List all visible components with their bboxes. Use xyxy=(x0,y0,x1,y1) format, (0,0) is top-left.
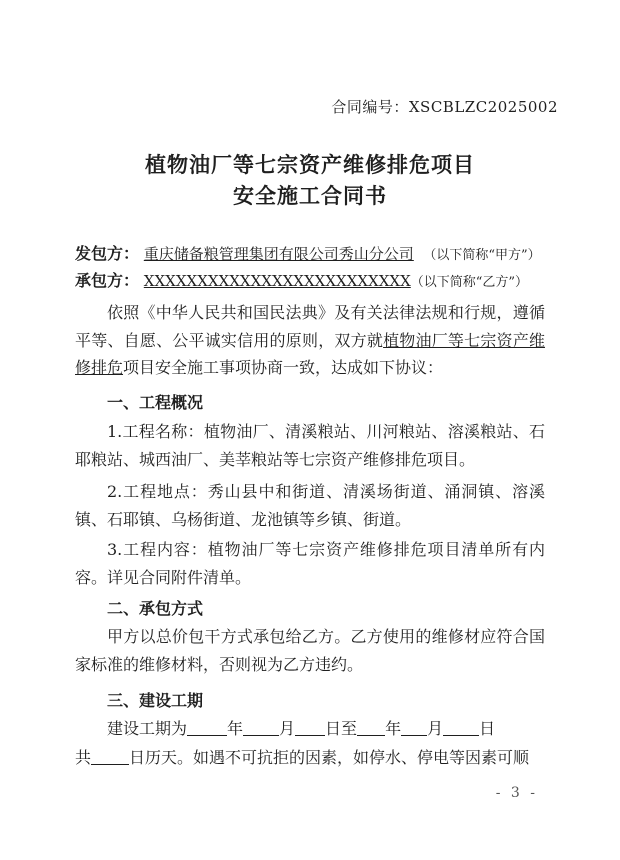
section1-item1: 1.工程名称：植物油厂、清溪粮站、川河粮站、溶溪粮站、石耶粮站、城西油厂、美莘粮站等七宗资产维修排危项目。 xyxy=(75,422,545,469)
start-day-blank[interactable] xyxy=(295,718,325,736)
party-a-name: 重庆储备粮管理集团有限公司秀山分公司 xyxy=(143,245,414,263)
intro-project-name: 植物油厂等七宗资产维修排危 xyxy=(75,330,545,377)
party-a-line xyxy=(75,241,541,264)
total-days-blank[interactable] xyxy=(91,747,129,765)
section3-days-line xyxy=(75,745,529,768)
intro-text-before: 依照《中华人民共和国民法典》及有关法律法规和行规，遵循平等、自愿、公平诚实信用的原则，双方就 xyxy=(75,303,545,350)
section1-item2: 2.工程地点：秀山县中和街道、清溪场街道、涌洞镇、溶溪镇、石耶镇、乌杨街道、龙池镇等乡镇、街道。 xyxy=(75,482,545,529)
end-day-blank[interactable] xyxy=(443,718,479,736)
total-prefix: 共 xyxy=(75,748,92,767)
section1-heading: 一、工程概况 xyxy=(107,393,204,412)
period-prefix: 建设工期为 xyxy=(107,719,188,738)
section3-period-line xyxy=(107,716,495,739)
end-month-blank[interactable] xyxy=(401,718,427,736)
section2-heading: 二、承包方式 xyxy=(107,599,204,618)
contract-number: 合同编号：XSCBLZC2025002 xyxy=(331,98,558,116)
party-b-label: 承包方： xyxy=(75,271,140,290)
party-b-name: XXXXXXXXXXXXXXXXXXXXXXXXX xyxy=(143,272,411,290)
section3-heading: 三、建设工期 xyxy=(107,691,204,710)
total-days-text: 日历天。如遇不可抗拒的因素，如停水、停电等因素可顺 xyxy=(129,748,530,767)
party-b-note: （以下简称“乙方”） xyxy=(410,275,529,290)
end-year-label: 年 xyxy=(385,719,402,738)
intro-paragraph xyxy=(75,299,545,382)
day-to-label: 日至 xyxy=(325,719,358,738)
party-a-note: （以下简称“甲方”） xyxy=(423,248,541,263)
start-year-blank[interactable] xyxy=(187,718,227,736)
start-month-blank[interactable] xyxy=(243,718,279,736)
intro-text-after: 项目安全施工事项协商一致，达成如下协议： xyxy=(123,358,444,377)
end-year-blank[interactable] xyxy=(357,718,385,736)
party-a-label: 发包方： xyxy=(75,244,140,263)
year-label: 年 xyxy=(227,719,244,738)
end-day-label: 日 xyxy=(479,719,496,738)
document-title-line2: 安全施工合同书 xyxy=(233,183,387,208)
section1-item3: 3.工程内容：植物油厂等七宗资产维修排危项目清单所有内容。详见合同附件清单。 xyxy=(75,540,545,587)
document-title-line1: 植物油厂等七宗资产维修排危项目 xyxy=(145,152,475,177)
end-month-label: 月 xyxy=(427,719,444,738)
section2-text: 甲方以总价包干方式承包给乙方。乙方使用的维修材应符合国家标准的维修材料，否则视为乙方违约。 xyxy=(75,627,545,674)
page-number: - 3 - xyxy=(495,785,538,801)
party-b-line xyxy=(75,268,528,291)
month-label: 月 xyxy=(279,719,296,738)
